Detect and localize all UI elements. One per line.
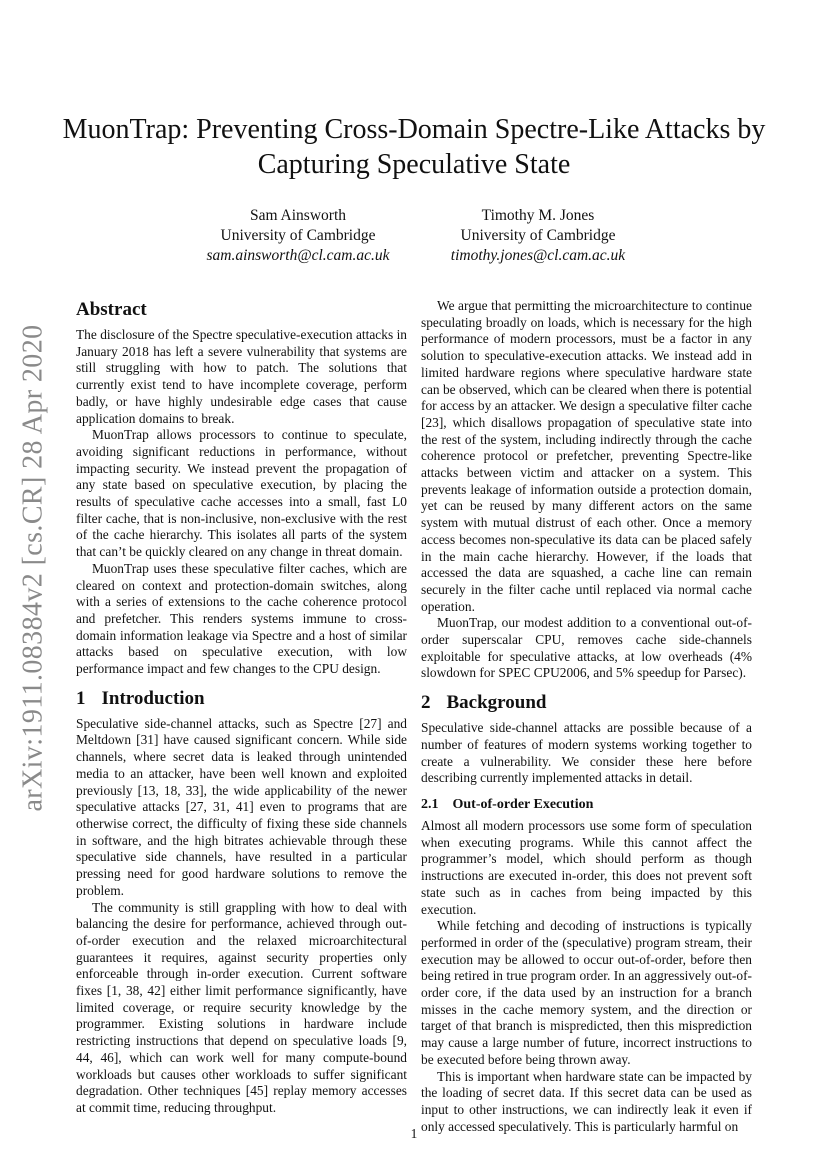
subsection-number: 2.1 <box>421 796 439 812</box>
section-number: 2 <box>421 692 431 714</box>
author-block <box>168 206 428 266</box>
arxiv-stamp <box>10 258 58 878</box>
abstract-paragraph: MuonTrap allows processors to continue to speculate, avoiding significant reductions in performance, without impacting security. We instead prevent the propagation of any state based on speculative execution, by placing the results of speculative cache accesses into a small, fast L0 filter cache, that is non-inclusive, non-exclusive with the rest of the cache hierarchy. This isolates all parts of the system that can’t be quickly cleared on any change in threat domain. <box>76 427 407 560</box>
section-title: Background <box>446 692 547 714</box>
section-heading-background <box>421 691 752 715</box>
right-column <box>421 298 752 1135</box>
left-column <box>76 298 407 1117</box>
paper-title: MuonTrap: Preventing Cross-Domain Spectre-Like Attacks by Capturing Speculative State <box>62 114 766 180</box>
body-paragraph: This is important when hardware state can be impacted by the loading of secret data. If this secret data can be used as input to other instructions, we can indirectly leak it even if only accessed speculatively. This is particularly harmful on <box>421 1068 752 1134</box>
section-number: 1 <box>76 687 86 709</box>
body-paragraph: Almost all modern processors use some form of speculation when executing programs. While this cannot affect the programmer’s model, which should perform as though instructions are executed in-order, this does not prevent soft state such as in caches from being impacted by this execution. <box>421 817 752 917</box>
abstract-paragraph: The disclosure of the Spectre speculative-execution attacks in January 2018 has left a severe vulnerability that systems are still struggling with how to patch. The solutions that currently exist tend to have incomplete coverage, perform badly, or have highly undesirable edge cases that cause application domains to break. <box>76 327 407 426</box>
body-paragraph: While fetching and decoding of instructions is typically performed in order of the (speculative) program stream, their execution may be allowed to occur out-of-order, before then being retired in true program order. In an aggressively out-of-order core, if the data used by an instruction for a branch misses in the cache memory system, and the direction or target of that branch is mispredicted, then this misprediction may cause a large number of future, incorrect instructions to be executed before being thrown away. <box>421 918 752 1067</box>
abstract-heading: Abstract <box>76 299 147 320</box>
section-title: Introduction <box>101 687 205 709</box>
author-name: Sam Ainsworth <box>249 207 347 224</box>
subsection-title: Out-of-order Execution <box>452 796 594 812</box>
body-paragraph: Speculative side-channel attacks, such as Spectre [27] and Meltdown [31] have caused significant concern. While side channels, where secret data is leaked through unintended media to an attacker, have been well known and exploited previously [13, 18, 33], the wide applicability of the newer speculative attacks [27, 31, 41] even to programs that are otherwise correct, the difficulty of fixing these side channels in software, and the high bitrates achievable through these speculative side channels, have resulted in a particular pressing need for good hardware solutions to remove the problem. <box>76 715 407 898</box>
body-paragraph: Speculative side-channel attacks are possible because of a number of features of modern systems working together to create a vulnerability. We consider these here before describing currently implemented attacks in detail. <box>421 720 752 786</box>
arxiv-stamp-text: arXiv:1911.08384v2 [cs.CR] 28 Apr 2020 <box>18 324 49 812</box>
author-email: sam.ainsworth@cl.cam.ac.uk <box>206 247 390 264</box>
body-paragraph: The community is still grappling with how to deal with balancing the desire for performance, achieved through out-of-order execution and the relaxed microarchitectural guarantees it requires, against security properties only enforceable through in-order execution. Current software fixes [1, 38, 42] either limit performance significantly, have limited coverage, or require security knowledge by the programmer. Existing solutions in hardware include restricting instructions that depend on speculative loads [9, 44, 46], which can work well for many compute-bound workloads but causes other workloads to suffer significant degradation. Other techniques [45] replay memory accesses at commit time, reducing throughput. <box>76 899 407 1115</box>
author-email: timothy.jones@cl.cam.ac.uk <box>450 247 626 264</box>
author-name: Timothy M. Jones <box>481 207 595 224</box>
body-paragraph: MuonTrap, our modest addition to a conventional out-of-order superscalar CPU, removes cache side-channels exploitable for speculative attacks, at low overheads (4% slowdown for SPEC CPU2006, and 5% speedup for Parsec). <box>421 615 752 681</box>
page-number: 1 <box>410 1126 418 1141</box>
author-affiliation: University of Cambridge <box>220 227 376 244</box>
author-block <box>408 206 668 266</box>
author-affiliation: University of Cambridge <box>460 227 616 244</box>
subsection-heading-ooo <box>421 796 752 814</box>
abstract-paragraph: MuonTrap uses these speculative filter caches, which are cleared on context and protection-domain switches, along with a series of extensions to the cache coherence protocol and prefetcher. This renders systems immune to cross-domain information leakage via Spectre and a host of similar attacks based on speculative execution, with low performance impact and few changes to the CPU design. <box>76 560 407 677</box>
section-heading-introduction <box>76 687 407 711</box>
body-paragraph: We argue that permitting the microarchitecture to continue speculating broadly on loads, which is necessary for the high performance of modern processors, must be a factor in any solution to speculative-execution attacks. We instead add in limited hardware regions where speculative hardware state can be observed, which can be cleared when there is potential for access by an attacker. We design a speculative filter cache [23], which disallows propagation of speculative state into the rest of the system, including indirectly through the cache coherence protocol or prefetcher, preventing Spectre-like attacks between victim and attacker on a system. This prevents leakage of information outside a protection domain, yet can be reused by many different actors on the same system with mutual distrust of each other. Once a memory access becomes non-speculative its data can be placed safely in the main cache hierarchy. However, if the loads that accessed the data are squashed, a cache line can remain securely in the filter cache until replaced via normal cache operation. <box>421 298 752 614</box>
